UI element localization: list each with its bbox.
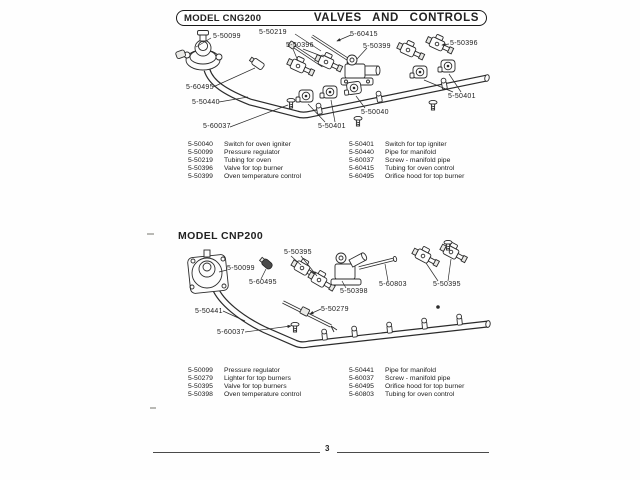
part-label: 5-60495 [249, 279, 277, 286]
parts-row: 5-60495 Orifice hood for top burner [349, 383, 465, 390]
model-heading-cnp200: MODEL CNP200 [178, 230, 264, 242]
parts-row: 5-50219 Tubing for oven [188, 157, 271, 164]
parts-row: 5-50395 Valve for top burners [188, 383, 287, 390]
parts-row: 5-50440 Pipe for manifold [349, 149, 437, 156]
igniter-switch [438, 60, 455, 72]
parts-row: 5-60037 Screw - manifold pipe [349, 157, 451, 164]
scan-artifact [147, 233, 154, 235]
page-title: VALVES AND CONTROLS [313, 12, 479, 24]
parts-row: 5-50396 Valve for top burner [188, 165, 284, 172]
part-label: 5-60037 [203, 123, 231, 130]
footer-rule-left [153, 452, 320, 453]
part-label: 5-50279 [321, 306, 349, 313]
parts-row: 5-50401 Switch for top igniter [349, 141, 447, 148]
part-label: 5-50398 [340, 288, 368, 295]
parts-row: 5-50441 Pipe for manifold [349, 367, 437, 374]
parts-row: 5-50279 Lighter for top burners [188, 375, 291, 382]
part-label: 5-60495 [186, 84, 214, 91]
part-label: 5-60803 [379, 281, 407, 288]
parts-row: 5-60495 Orifice hood for top burner [349, 173, 465, 180]
pressure-regulator-drawing [187, 250, 229, 294]
manifold-screw [429, 100, 437, 110]
parts-row: 5-60415 Tubing for oven control [349, 165, 455, 172]
scan-artifact [150, 407, 156, 409]
manifold-screw [354, 116, 362, 126]
igniter-switch [320, 86, 337, 98]
orifice-hood-drawing [249, 56, 265, 70]
parts-row: 5-50099 Pressure regulator [188, 149, 280, 156]
page-number: 3 [325, 444, 330, 453]
parts-row: 5-60037 Screw - manifold pipe [349, 375, 451, 382]
part-label: 5-50401 [448, 93, 476, 100]
part-label: 5-50396 [286, 42, 314, 49]
part-label: 5-60037 [217, 329, 245, 336]
page-header [176, 10, 487, 26]
diagram-cnp200-drawing [145, 240, 495, 360]
model-heading-cng200: MODEL CNG200 [184, 12, 262, 24]
parts-row: 5-50040 Switch for oven igniter [188, 141, 291, 148]
igniter-switch [296, 90, 313, 102]
orifice-hood-drawing [259, 256, 274, 270]
part-label: 5-50395 [284, 249, 312, 256]
part-label: 5-50395 [433, 281, 461, 288]
parts-list-cng200-right [349, 141, 464, 181]
parts-list-cnp200-left [188, 367, 301, 399]
top-burner-valve [411, 243, 442, 269]
part-label: 5-50219 [259, 29, 287, 36]
igniter-switch [410, 66, 427, 78]
part-label: 5-50399 [363, 43, 391, 50]
part-label: 5-50441 [195, 308, 223, 315]
manifold-screw [287, 98, 295, 108]
parts-row: 5-60803 Tubing for oven control [349, 391, 455, 398]
part-label: 5-50099 [213, 33, 241, 40]
part-label: 5-50440 [192, 99, 220, 106]
parts-row: 5-50399 Oven temperature control [188, 173, 302, 180]
top-burner-valve [439, 240, 470, 264]
parts-list-cng200-left [188, 141, 301, 181]
part-label: 5-60415 [350, 31, 378, 38]
part-label: 5-50396 [450, 40, 478, 47]
part-label: 5-50401 [318, 123, 346, 130]
parts-list-cnp200-right [349, 367, 464, 399]
parts-row: 5-50398 Oven temperature control [188, 391, 302, 398]
part-label: 5-50040 [361, 109, 389, 116]
oven-temperature-control-drawing [341, 55, 380, 85]
manifold-screw [291, 322, 299, 332]
top-burner-valve [396, 37, 427, 62]
part-label: 5-50099 [227, 265, 255, 272]
parts-row: 5-50099 Pressure regulator [188, 367, 280, 374]
top-burner-valve [286, 53, 317, 78]
footer-rule-right [337, 452, 489, 453]
